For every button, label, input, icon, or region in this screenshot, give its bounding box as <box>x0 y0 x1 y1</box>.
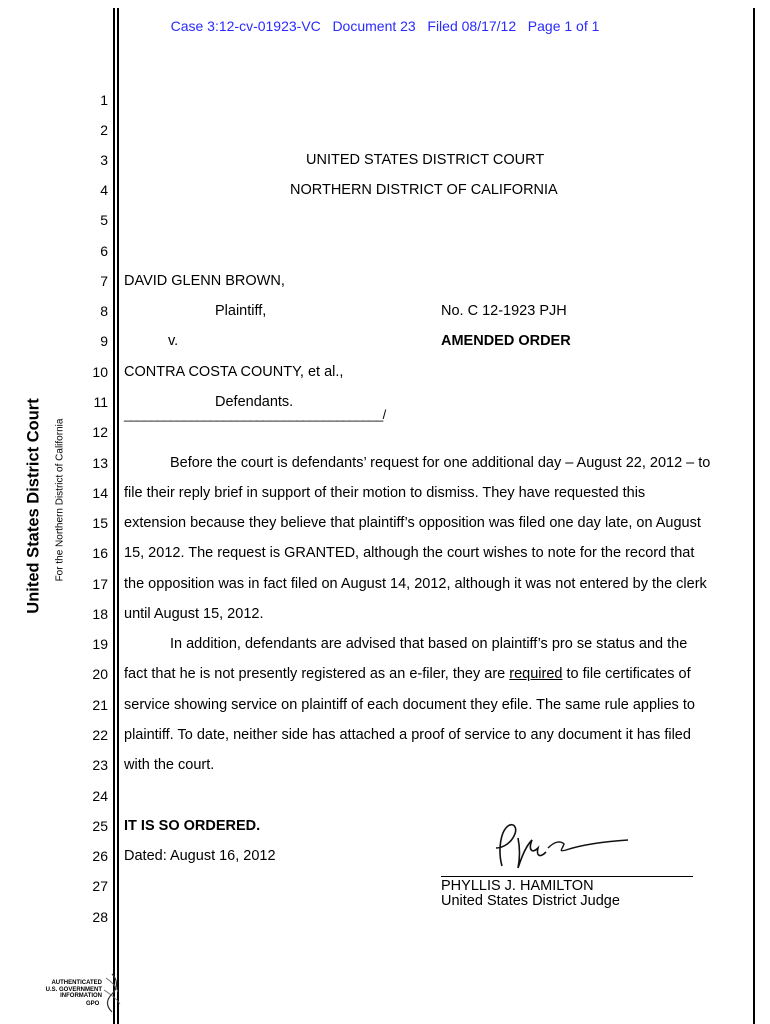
defendant-role: Defendants. <box>215 394 294 410</box>
line-number: 26 <box>92 848 108 864</box>
body-line: 15, 2012. The request is GRANTED, although the court wishes to note for the record that <box>124 545 695 561</box>
line-number: 24 <box>92 788 108 804</box>
line-number: 28 <box>92 909 108 925</box>
judge-name: PHYLLIS J. HAMILTON <box>441 878 594 894</box>
right-margin-rule <box>753 8 755 1024</box>
document-title: AMENDED ORDER <box>441 333 571 349</box>
line-number: 6 <box>100 243 108 259</box>
body-text: fact that he is not presently registered as an e-filer, they are <box>124 666 510 682</box>
body-line: file their reply brief in support of their motion to dismiss. They have requested this <box>124 485 646 501</box>
caption-separator: _______________________________________/ <box>124 407 386 422</box>
line-number: 23 <box>92 757 108 773</box>
sidebar-court-name: United States District Court <box>24 398 43 614</box>
line-number: 8 <box>100 303 108 319</box>
left-margin-rule-inner <box>117 8 119 1024</box>
line-number: 1 <box>100 92 108 108</box>
line-number: 14 <box>92 485 108 501</box>
so-ordered: IT IS SO ORDERED. <box>124 818 261 834</box>
line-number: 7 <box>100 273 108 289</box>
line-number: 9 <box>100 333 108 349</box>
eagle-seal-icon <box>98 972 126 1016</box>
left-margin-rule <box>113 8 115 1024</box>
body-line: extension because they believe that plaintiff’s opposition was filed one day late, on August <box>124 515 701 531</box>
line-number: 15 <box>92 515 108 531</box>
line-number: 22 <box>92 727 108 743</box>
judge-signature <box>488 818 638 874</box>
line-number: 17 <box>92 576 108 592</box>
dated-line: Dated: August 16, 2012 <box>124 848 276 864</box>
line-number: 27 <box>92 878 108 894</box>
case-stamp-header: Case 3:12-cv-01923-VC Document 23 Filed 08/17/12 Page 1 of 1 <box>170 18 600 34</box>
body-text: to file certificates of <box>562 666 691 682</box>
line-number: 5 <box>100 212 108 228</box>
line-number: 20 <box>92 666 108 682</box>
body-line: In addition, defendants are advised that based on plaintiff’s pro se status and the <box>170 636 688 652</box>
line-number: 4 <box>100 182 108 198</box>
court-title: UNITED STATES DISTRICT COURT <box>306 152 545 168</box>
line-number: 11 <box>93 394 108 410</box>
district-title: NORTHERN DISTRICT OF CALIFORNIA <box>290 182 558 198</box>
line-number: 10 <box>92 364 108 380</box>
seal-text: INFORMATION <box>60 993 102 999</box>
body-line: service showing service on plaintiff of each document they efile. The same rule applies to <box>124 697 695 713</box>
line-number: 25 <box>92 818 108 834</box>
body-line <box>124 666 691 682</box>
plaintiff-role: Plaintiff, <box>215 303 267 319</box>
seal-text: U.S. GOVERNMENT <box>45 986 102 993</box>
line-number: 2 <box>100 122 108 138</box>
line-number: 13 <box>92 455 108 471</box>
gpo-label: GPO <box>86 1001 100 1007</box>
defendant-name: CONTRA COSTA COUNTY, et al., <box>124 364 344 380</box>
line-number: 3 <box>100 152 108 168</box>
body-line: plaintiff. To date, neither side has attached a proof of service to any document it has filed <box>124 727 691 743</box>
sidebar-district: For the Northern District of California <box>54 418 66 582</box>
judge-title: United States District Judge <box>441 893 620 909</box>
line-number: 19 <box>92 636 108 652</box>
signature-line <box>441 876 693 877</box>
line-number: 18 <box>92 606 108 622</box>
emphasis-required: required <box>509 666 563 682</box>
case-number: No. C 12-1923 PJH <box>441 303 567 319</box>
body-line: until August 15, 2012. <box>124 606 264 622</box>
gpo-authentication-seal <box>38 980 102 1000</box>
seal-text: AUTHENTICATED <box>51 980 102 986</box>
versus: v. <box>168 333 179 349</box>
line-number: 12 <box>92 424 108 440</box>
line-number: 16 <box>92 545 108 561</box>
body-line: with the court. <box>124 757 215 773</box>
plaintiff-name: DAVID GLENN BROWN, <box>124 273 285 289</box>
line-number: 21 <box>92 697 108 713</box>
body-line: Before the court is defendants’ request for one additional day – August 22, 2012 – to <box>170 455 711 471</box>
body-line: the opposition was in fact filed on August 14, 2012, although it was not entered by the clerk <box>124 576 707 592</box>
